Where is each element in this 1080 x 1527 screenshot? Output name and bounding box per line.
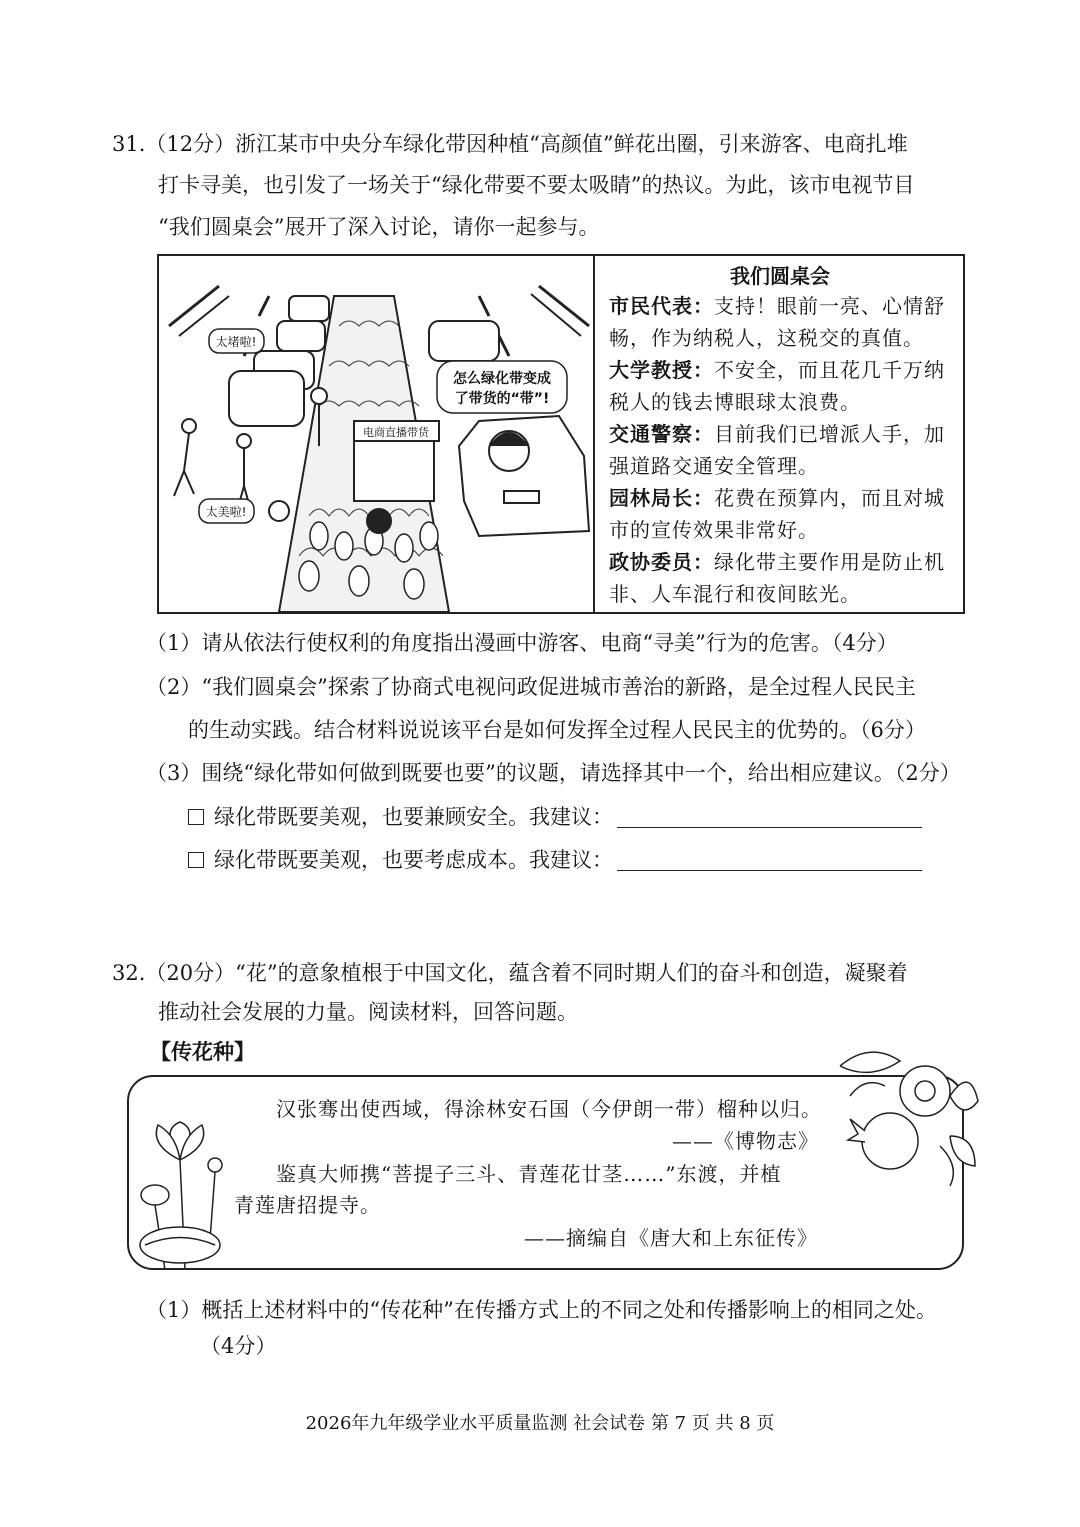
speaker-text: 畅，作为纳税人，这税交的真值。 xyxy=(609,326,924,350)
material-paragraph-1: 汉张骞出使西域，得涂林安石国（今伊朗一带）榴种以归。 xyxy=(276,1097,822,1121)
q32-sub1-line1: （1）概括上述材料中的“传花种”在传播方式上的不同之处和传播影响上的相同之处。 xyxy=(146,1298,937,1322)
speaker-role: 市民代表： xyxy=(609,294,714,318)
speaker-text: 目前我们已增派人手，加 xyxy=(714,422,945,446)
speaker-text: 支持！眼前一亮、心情舒 xyxy=(714,294,945,318)
bubble-driver-line2: 了带货的“带”! xyxy=(454,391,550,407)
material-paragraph-2-cont: 青莲唐招提寺。 xyxy=(234,1193,381,1217)
q32-stem-line1: 32.（20分）“花”的意象植根于中国文化，蕴含着不同时期人们的奋斗和创造，凝聚着 xyxy=(112,961,908,985)
option-cost[interactable] xyxy=(188,845,922,875)
material-source-2: ——摘编自《唐大和上东征传》 xyxy=(524,1226,818,1250)
roundtable-line xyxy=(609,354,945,386)
speaker-role: 交通警察： xyxy=(609,422,714,446)
roundtable-line xyxy=(609,450,819,482)
roundtable-line xyxy=(609,290,945,322)
material-source-1: ——《博物志》 xyxy=(672,1129,819,1153)
stall-sign: 电商直播带货 xyxy=(363,426,429,439)
q31-sub2-line1: （2）“我们圆桌会”探索了协商式电视问政促进城市善治的新路，是全过程人民民主 xyxy=(146,675,916,699)
lotus-illustration xyxy=(130,1120,230,1270)
roundtable-line xyxy=(609,482,945,514)
q31-sub3: （3）围绕“绿化带如何做到既要也要”的议题，请选择其中一个，给出相应建议。（2分） xyxy=(146,761,961,785)
option-safety-label: 绿化带既要美观，也要兼顾安全。我建议： xyxy=(214,805,613,829)
bubble-driver-line1: 怎么绿化带变成 xyxy=(453,371,551,387)
bubble-so-beautiful: 太美啦! xyxy=(205,505,247,519)
option-cost-label: 绿化带既要美观，也要考虑成本。我建议： xyxy=(214,848,613,872)
q31-sub2-line2: 的生动实践。结合材料说说该平台是如何发挥全过程人民民主的优势的。（6分） xyxy=(188,718,926,742)
roundtable-line xyxy=(609,418,945,450)
roundtable-line xyxy=(609,514,819,546)
pomegranate-illustration xyxy=(830,1036,980,1186)
roundtable-line xyxy=(609,322,924,354)
q32-sub1-line2: （4分） xyxy=(200,1334,277,1358)
speaker-text: 绿化带主要作用是防止机 xyxy=(714,550,945,574)
answer-blank-safety[interactable] xyxy=(617,807,922,828)
speaker-role: 政协委员： xyxy=(609,550,714,574)
q31-stem-line2: 打卡寻美，也引发了一场关于“绿化带要不要太吸睛”的热议。为此，该市电视节目 xyxy=(158,173,915,197)
speaker-text: 税人的钱去博眼球太浪费。 xyxy=(609,390,861,414)
q31-stem-line3: “我们圆桌会”展开了深入讨论，请你一起参与。 xyxy=(158,215,600,239)
bubble-traffic-jam: 太堵啦! xyxy=(215,335,257,349)
comic-drawing xyxy=(159,256,595,612)
option-safety[interactable] xyxy=(188,802,922,832)
roundtable-panel xyxy=(597,256,963,612)
comic-illustration xyxy=(159,256,595,612)
checkbox-safety[interactable] xyxy=(188,809,204,825)
speaker-text: 不安全，而且花几千万纳 xyxy=(714,358,945,382)
answer-blank-cost[interactable] xyxy=(617,850,922,871)
speaker-text: 市的宣传效果非常好。 xyxy=(609,518,819,542)
q32-stem-line2: 推动社会发展的力量。阅读材料，回答问题。 xyxy=(158,1000,578,1024)
speaker-text: 强道路交通安全管理。 xyxy=(609,454,819,478)
material-paragraph-2: 鉴真大师携“菩提子三斗、青莲花廿茎……”东渡，并植 xyxy=(276,1162,782,1186)
speaker-role: 园林局长： xyxy=(609,486,714,510)
page-footer: 2026年九年级学业水平质量监测 社会试卷 第 7 页 共 8 页 xyxy=(305,1413,775,1434)
checkbox-cost[interactable] xyxy=(188,852,204,868)
speaker-text: 花费在预算内，而且对城 xyxy=(714,486,945,510)
q31-sub1: （1）请从依法行使权利的角度指出漫画中游客、电商“寻美”行为的危害。（4分） xyxy=(146,631,898,655)
roundtable-title: 我们圆桌会 xyxy=(730,264,830,288)
section-title: 【传花种】 xyxy=(150,1039,255,1064)
roundtable-line xyxy=(609,546,945,578)
speaker-text: 非、人车混行和夜间眩光。 xyxy=(609,582,861,606)
speaker-role: 大学教授： xyxy=(609,358,714,382)
roundtable-line xyxy=(609,386,861,418)
q31-stem-line1: 31.（12分）浙江某市中央分车绿化带因种植“高颜值”鲜花出圈，引来游客、电商扎堆 xyxy=(112,132,908,156)
roundtable-line xyxy=(609,578,861,610)
